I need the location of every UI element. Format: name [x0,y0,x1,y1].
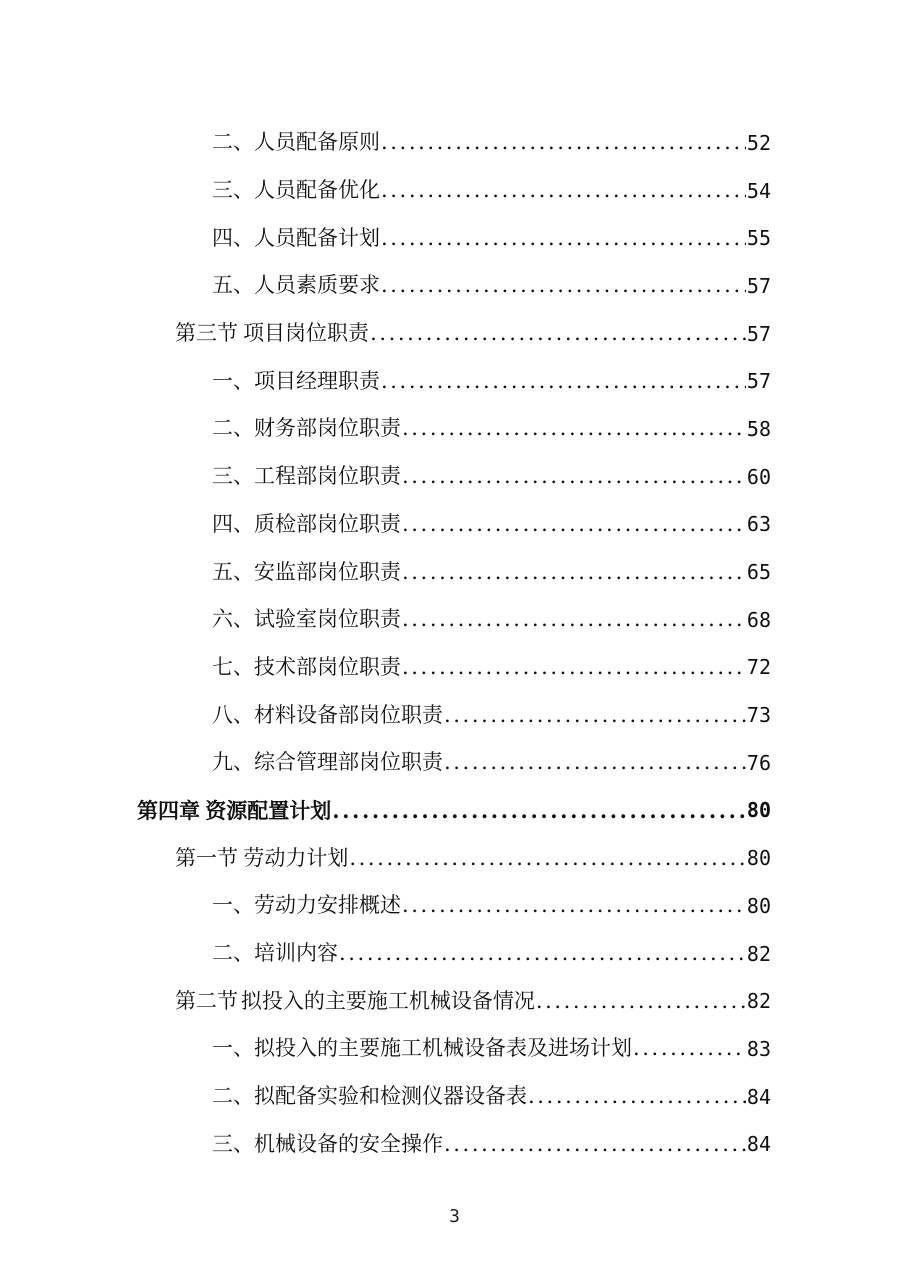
toc-entry-label: 三、人员配备优化 [212,178,380,203]
toc-entry-label: 五、人员素质要求 [212,273,380,298]
toc-entry[interactable] [0,596,909,644]
toc-entry[interactable] [0,739,909,787]
toc-section-entry[interactable] [0,310,909,358]
toc-entry-label: 二、拟配备实验和检测仪器设备表 [212,1084,527,1109]
toc-chapter-number: 第四章 [137,797,200,823]
toc-dot-leader [402,657,746,678]
toc-dot-leader [349,848,746,869]
toc-entry[interactable] [0,262,909,310]
toc-entry-label: 二、培训内容 [212,941,338,966]
toc-entry-label: 二、人员配备原则 [212,130,380,155]
toc-entry-page: 80 [746,798,771,823]
toc-section-title: 项目岗位职责 [243,321,370,346]
toc-entry[interactable] [0,882,909,930]
toc-entry-page: 84 [746,1132,771,1157]
toc-entry[interactable] [0,644,909,692]
toc-entry[interactable] [0,1120,909,1168]
toc-entry[interactable] [0,1073,909,1121]
toc-dot-leader [402,895,746,916]
toc-dot-leader [444,1134,746,1155]
toc-dot-leader [381,275,746,296]
toc-dot-leader [370,323,746,344]
toc-entry-page: 73 [746,703,771,728]
toc-section-title: 劳动力计划 [243,845,349,870]
toc-entry-label: 七、技术部岗位职责 [212,654,401,679]
toc-dot-leader [339,943,746,964]
toc-section-number: 第一节 [175,845,238,870]
toc-entry[interactable] [0,691,909,739]
toc-entry-label: 八、材料设备部岗位职责 [212,702,443,727]
toc-entry-label: 九、综合管理部岗位职责 [212,750,443,775]
toc-entry[interactable] [0,453,909,501]
toc-entry-page: 52 [746,130,771,155]
toc-dot-leader [402,562,746,583]
toc-entry-page: 80 [746,893,771,918]
toc-dot-leader [402,609,746,630]
toc-section-entry[interactable] [0,834,909,882]
toc-section-entry[interactable] [0,977,909,1025]
toc-entry-page: 58 [746,416,771,441]
toc-entry-page: 65 [746,560,771,585]
toc-entry-label: 五、安监部岗位职责 [212,559,401,584]
toc-entry-label: 六、试验室岗位职责 [212,607,401,632]
toc-dot-leader [536,991,746,1012]
toc-dot-leader [444,705,746,726]
toc-entry-page: 83 [746,1036,771,1061]
toc-entry-page: 82 [746,989,771,1014]
toc-entry-page: 57 [746,273,771,298]
toc-entry[interactable] [0,119,909,167]
toc-entry-label: 四、人员配备计划 [212,225,380,250]
toc-entry[interactable] [0,1025,909,1073]
toc-dot-leader [381,228,746,249]
toc-chapter-title: 资源配置计划 [205,797,332,823]
toc-entry-page: 76 [746,750,771,775]
toc-dot-leader [633,1038,746,1059]
toc-entry-label: 一、劳动力安排概述 [212,893,401,918]
toc-entry-page: 80 [746,846,771,871]
toc-dot-leader [444,752,746,773]
toc-section-number: 第二节 [175,988,238,1013]
toc-entry[interactable] [0,930,909,978]
toc-entry[interactable] [0,405,909,453]
toc-entry[interactable] [0,501,909,549]
toc-entry-page: 57 [746,369,771,394]
toc-dot-leader [381,132,746,153]
toc-dot-leader [402,514,746,535]
toc-dot-leader [402,418,746,439]
toc-chapter-entry[interactable] [0,787,909,835]
toc-entry-page: 84 [746,1084,771,1109]
toc-dot-leader [381,180,746,201]
toc-dot-leader [528,1086,746,1107]
toc-entry-page: 54 [746,178,771,203]
toc-entry-label: 二、财务部岗位职责 [212,416,401,441]
toc-entry-label: 三、工程部岗位职责 [212,464,401,489]
toc-entry-page: 57 [746,321,771,346]
toc-dot-leader [381,371,746,392]
table-of-contents [0,119,909,1168]
page-number: 3 [449,1206,460,1227]
toc-section-number: 第三节 [175,321,238,346]
toc-entry[interactable] [0,167,909,215]
toc-entry[interactable] [0,357,909,405]
toc-entry-label: 一、拟投入的主要施工机械设备表及进场计划 [212,1036,632,1061]
toc-entry-label: 四、质检部岗位职责 [212,511,401,536]
toc-dot-leader [402,466,746,487]
toc-dot-leader [332,800,746,821]
toc-entry-page: 55 [746,226,771,251]
toc-entry-page: 72 [746,655,771,680]
toc-entry-page: 68 [746,607,771,632]
toc-entry-page: 82 [746,941,771,966]
toc-entry-page: 60 [746,464,771,489]
toc-entry[interactable] [0,548,909,596]
toc-section-title: 拟投入的主要施工机械设备情况 [240,988,535,1013]
toc-entry-page: 63 [746,512,771,537]
toc-entry-label: 一、项目经理职责 [212,368,380,393]
toc-entry[interactable] [0,214,909,262]
toc-entry-label: 三、机械设备的安全操作 [212,1131,443,1156]
